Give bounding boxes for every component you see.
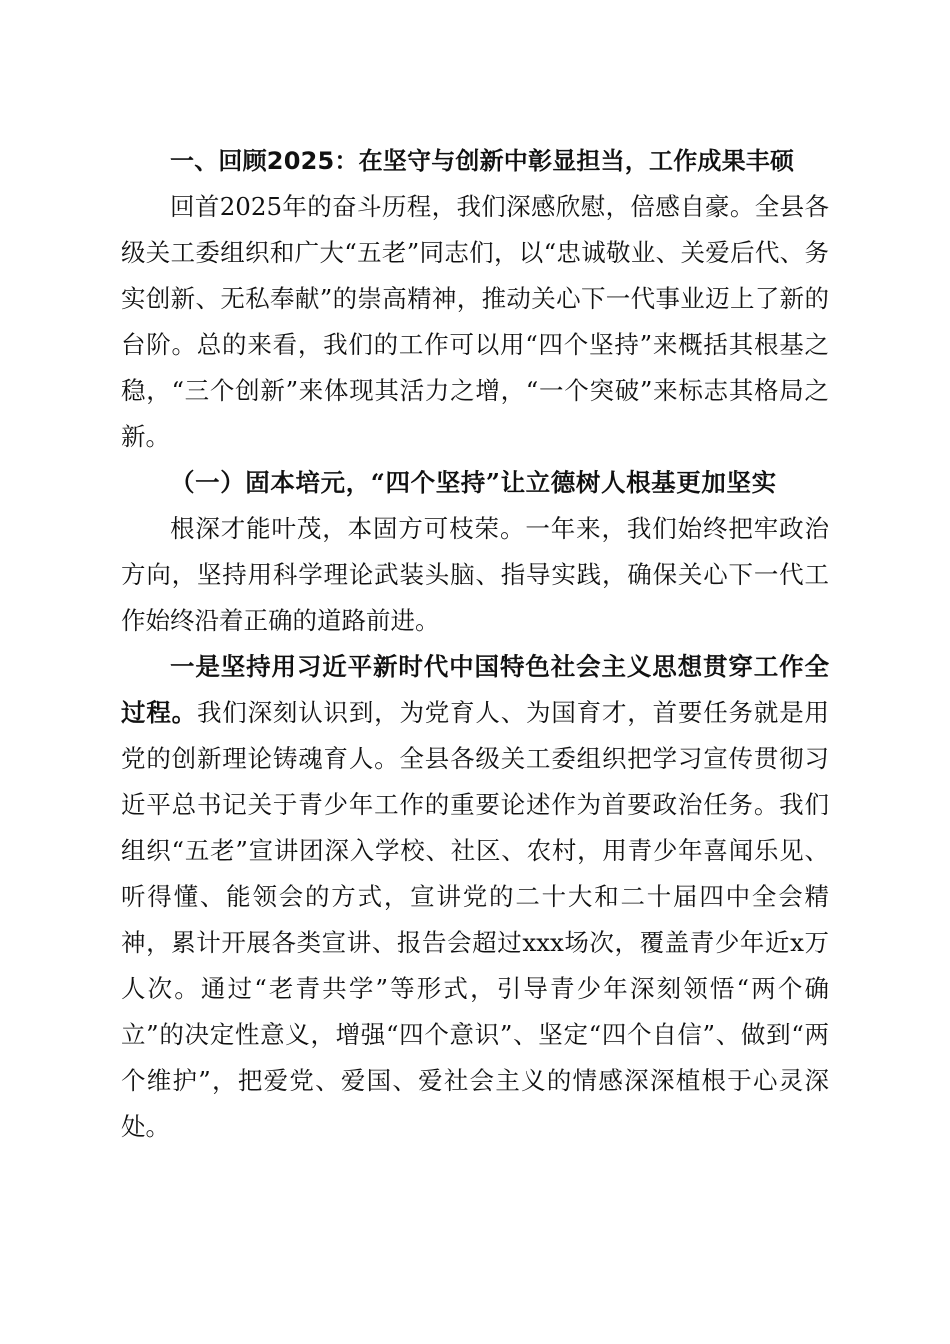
- subsection-paragraph: 根深才能叶茂，本固方可枝荣。一年来，我们始终把牢政治方向，坚持用科学理论武装头脑、指导实践，确保关心下一代工作始终沿着正确的道路前进。: [121, 514, 829, 635]
- intro-paragraph: 回首2025年的奋斗历程，我们深感欣慰，倍感自豪。全县各级关工委组织和广大“五老”同志们，以“忠诚敬业、关爱后代、务实创新、无私奉献”的崇高精神，推动关心下一代事业迈上了新的台阶。总的来看，我们的工作可以用“四个坚持”来概括其根基之稳，“三个创新”来体现其活力之增，“一个突破”来标志其格局之新。: [121, 192, 829, 451]
- point-one-lead: 一是坚持用习近平新时代中国特色社会主义思想贯穿工作全过程。: [121, 652, 829, 727]
- section-heading: 一、回顾2025：在坚守与创新中彰显担当，工作成果丰硕: [170, 147, 795, 175]
- document-body: [121, 138, 829, 1150]
- point-one-body: 我们深刻认识到，为党育人、为国育才，首要任务就是用党的创新理论铸魂育人。全县各级关工委组织把学习宣传贯彻习近平总书记关于青少年工作的重要论述作为首要政治任务。我们组织“五老”宣讲团深入学校、社区、农村，用青少年喜闻乐见、听得懂、能领会的方式，宣讲党的二十大和二十届四中全会精神，累计开展各类宣讲、报告会超过xxx场次，覆盖青少年近x万人次。通过“老青共学”等形式，引导青少年深刻领悟“两个确立”的决定性意义，增强“四个意识”、坚定“四个自信”、做到“两个维护”，把爱党、爱国、爱社会主义的情感深深植根于心灵深处。: [121, 698, 830, 1141]
- subsection-heading: （一）固本培元，“四个坚持”让立德树人根基更加坚实: [170, 468, 777, 497]
- point-one-paragraph: [121, 644, 829, 1150]
